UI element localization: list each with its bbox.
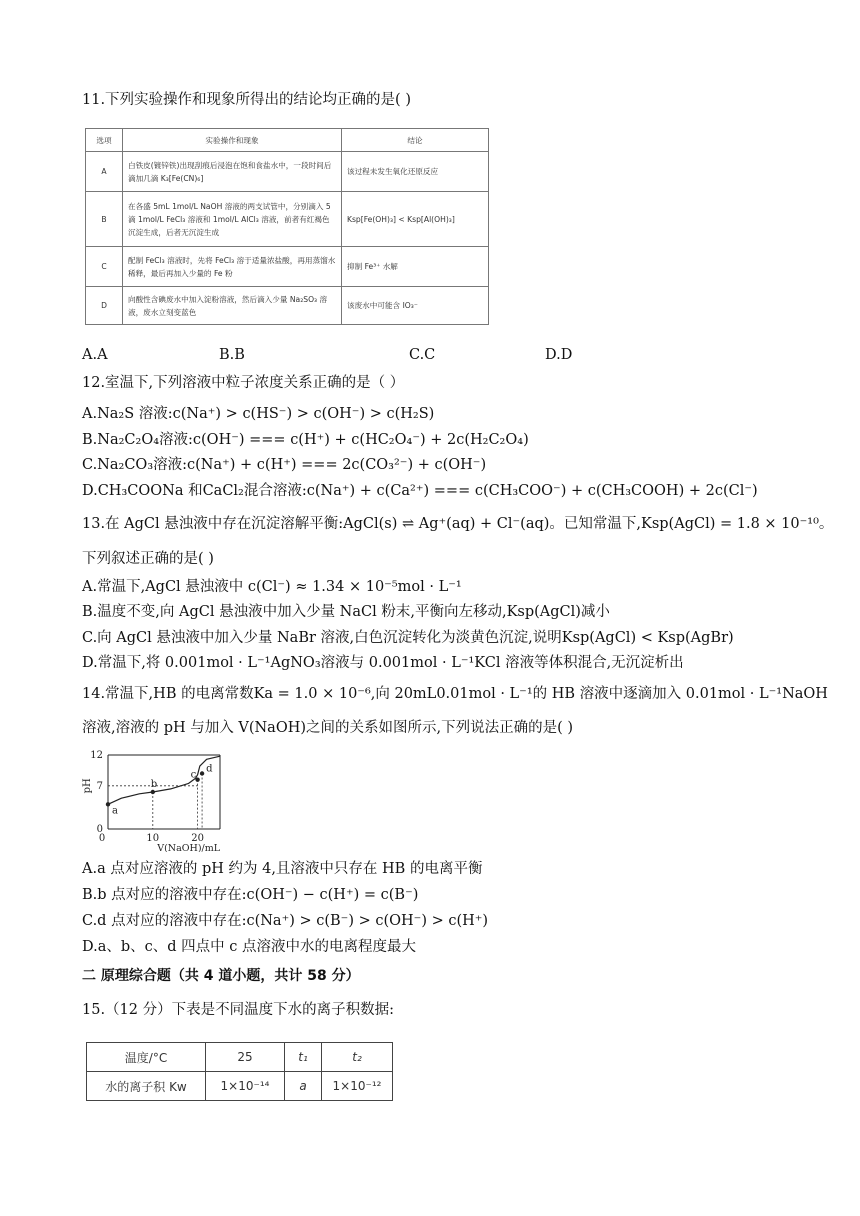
q12-stem: 12.室温下,下列溶液中粒子浓度关系正确的是（ ） (82, 375, 405, 391)
q13-option-c[interactable]: C.向 AgCl 悬浊液中加入少量 NaBr 溶液,白色沉淀转化为淡黄色沉淀,说明Ksp(AgCl) < Ksp(AgBr) (82, 630, 734, 646)
row-conclusion: 该过程未发生氧化还原反应 (342, 152, 489, 192)
ph-curve (108, 756, 220, 804)
ph-titration-chart (80, 742, 230, 852)
q14-option-b[interactable]: B.b 点对应的溶液中存在:c(OH⁻) − c(H⁺) = c(B⁻) (82, 887, 419, 903)
row-conclusion: 该废水中可能含 IO₃⁻ (342, 287, 489, 325)
q12-option-b[interactable]: B.Na₂C₂O₄溶液:c(OH⁻) === c(H⁺) + c(HC₂O₄⁻) + 2c(H₂C₂O₄) (82, 432, 529, 448)
point-label-c: c (190, 769, 197, 781)
y-tick-label: 0 (96, 824, 103, 835)
q14-option-c[interactable]: C.d 点对应的溶液中存在:c(Na⁺) > c(B⁻) > c(OH⁻) > c(H⁺) (82, 913, 489, 929)
cell-temp-label: 温度/°C (87, 1043, 206, 1072)
q12-option-c[interactable]: C.Na₂CO₃溶液:c(Na⁺) + c(H⁺) === 2c(CO₃²⁻) + c(OH⁻) (82, 457, 487, 473)
point-label-a: a (112, 805, 118, 817)
row-operation: 白铁皮(镀锌铁)出现刮痕后浸泡在饱和食盐水中，一段时间后滴加几滴 K₃[Fe(CN)₆] (123, 152, 342, 192)
option-b[interactable]: B.B (219, 347, 245, 363)
q11-table (85, 128, 489, 325)
point-label-d: d (206, 763, 213, 775)
point-d (200, 771, 204, 775)
header-option: 选项 (86, 129, 123, 152)
table-row (87, 1072, 393, 1101)
cell-kw-t2: 1×10⁻¹² (322, 1072, 393, 1101)
row-option: C (86, 247, 123, 287)
table-row (86, 287, 489, 325)
header-conclusion: 结论 (342, 129, 489, 152)
point-label-b: b (150, 779, 158, 790)
q14-stem-line1: 14.常温下,HB 的电离常数Ka = 1.0 × 10⁻⁶,向 20mL0.01mol · L⁻¹的 HB 溶液中逐滴加入 0.01mol · L⁻¹NaOH (82, 686, 828, 702)
q15-table (86, 1042, 393, 1101)
cell-kw-t1: a (285, 1072, 322, 1101)
x-axis-label: V(NaOH)/mL (157, 843, 221, 852)
row-option: B (86, 192, 123, 247)
row-option: A (86, 152, 123, 192)
q13-stem-line2: 下列叙述正确的是( ) (82, 551, 214, 567)
x-tick-label: 10 (146, 833, 160, 844)
y-axis-label: pH (82, 778, 93, 794)
row-operation: 在各盛 5mL 1mol/L NaOH 溶液的两支试管中，分别滴入 5滴 1mol/L FeCl₃ 溶液和 1mol/L AlCl₃ 溶液，前者有红褐色沉淀生成，后者无沉淀生成 (123, 192, 342, 247)
q14-option-a[interactable]: A.a 点对应溶液的 pH 约为 4,且溶液中只存在 HB 的电离平衡 (82, 861, 483, 877)
row-conclusion: 抑制 Fe³⁺ 水解 (342, 247, 489, 287)
row-operation: 配制 FeCl₃ 溶液时，先将 FeCl₃ 溶于适量浓盐酸，再用蒸馏水稀释，最后再加入少量的 Fe 粉 (123, 247, 342, 287)
table-row (86, 152, 489, 192)
q12-option-a[interactable]: A.Na₂S 溶液:c(Na⁺) > c(HS⁻) > c(OH⁻) > c(H₂S) (82, 406, 435, 422)
table-header-row (86, 129, 489, 152)
q12-option-d[interactable]: D.CH₃COONa 和CaCl₂混合溶液:c(Na⁺) + c(Ca²⁺) === c(CH₃COO⁻) + c(CH₃COOH) + 2c(Cl⁻) (82, 483, 758, 499)
q13-option-b[interactable]: B.温度不变,向 AgCl 悬浊液中加入少量 NaCl 粉末,平衡向左移动,Ksp(AgCl)减小 (82, 604, 610, 620)
q14-stem-line2: 溶液,溶液的 pH 与加入 V(NaOH)之间的关系如图所示,下列说法正确的是( ) (82, 720, 574, 736)
header-operation: 实验操作和现象 (123, 129, 342, 152)
option-d[interactable]: D.D (545, 347, 573, 363)
row-option: D (86, 287, 123, 325)
point-a (106, 802, 110, 806)
section-title: 二 原理综合题（共 4 道小题，共计 58 分） (82, 968, 360, 984)
option-c[interactable]: C.C (409, 347, 436, 363)
point-b (151, 790, 155, 794)
table-row (87, 1043, 393, 1072)
table-row (86, 247, 489, 287)
q13-option-a[interactable]: A.常温下,AgCl 悬浊液中 c(Cl⁻) ≈ 1.34 × 10⁻⁵mol · L⁻¹ (82, 579, 462, 595)
y-tick-label: 7 (96, 780, 103, 792)
row-operation: 向酸性含碘废水中加入淀粉溶液，然后滴入少量 Na₂SO₃ 溶液，废水立刻变蓝色 (123, 287, 342, 325)
x-tick-label: 0 (98, 833, 106, 844)
y-tick-label: 12 (90, 750, 103, 761)
cell-temp-t2: t₂ (322, 1043, 393, 1072)
q11-stem: 11.下列实验操作和现象所得出的结论均正确的是( ) (82, 92, 411, 108)
q13-option-d[interactable]: D.常温下,将 0.001mol · L⁻¹AgNO₃溶液与 0.001mol · L⁻¹KCl 溶液等体积混合,无沉淀析出 (82, 655, 684, 671)
q15-stem: 15.（12 分）下表是不同温度下水的离子积数据: (82, 1002, 395, 1018)
cell-temp-25: 25 (206, 1043, 285, 1072)
cell-temp-t1: t₁ (285, 1043, 322, 1072)
cell-kw-label: 水的离子积 Kw (87, 1072, 206, 1101)
q11-options (82, 345, 682, 365)
cell-kw-25: 1×10⁻¹⁴ (206, 1072, 285, 1101)
option-a[interactable]: A.A (82, 347, 108, 363)
row-conclusion: Ksp[Fe(OH)₃] < Ksp[Al(OH)₃] (342, 192, 489, 247)
table-row (86, 192, 489, 247)
q13-stem-line1: 13.在 AgCl 悬浊液中存在沉淀溶解平衡:AgCl(s) ⇌ Ag⁺(aq) + Cl⁻(aq)。已知常温下,Ksp(AgCl) = 1.8 × 10⁻¹⁰。 (82, 516, 834, 532)
q14-option-d[interactable]: D.a、b、c、d 四点中 c 点溶液中水的电离程度最大 (82, 939, 416, 955)
x-tick-label: 20 (191, 833, 204, 844)
